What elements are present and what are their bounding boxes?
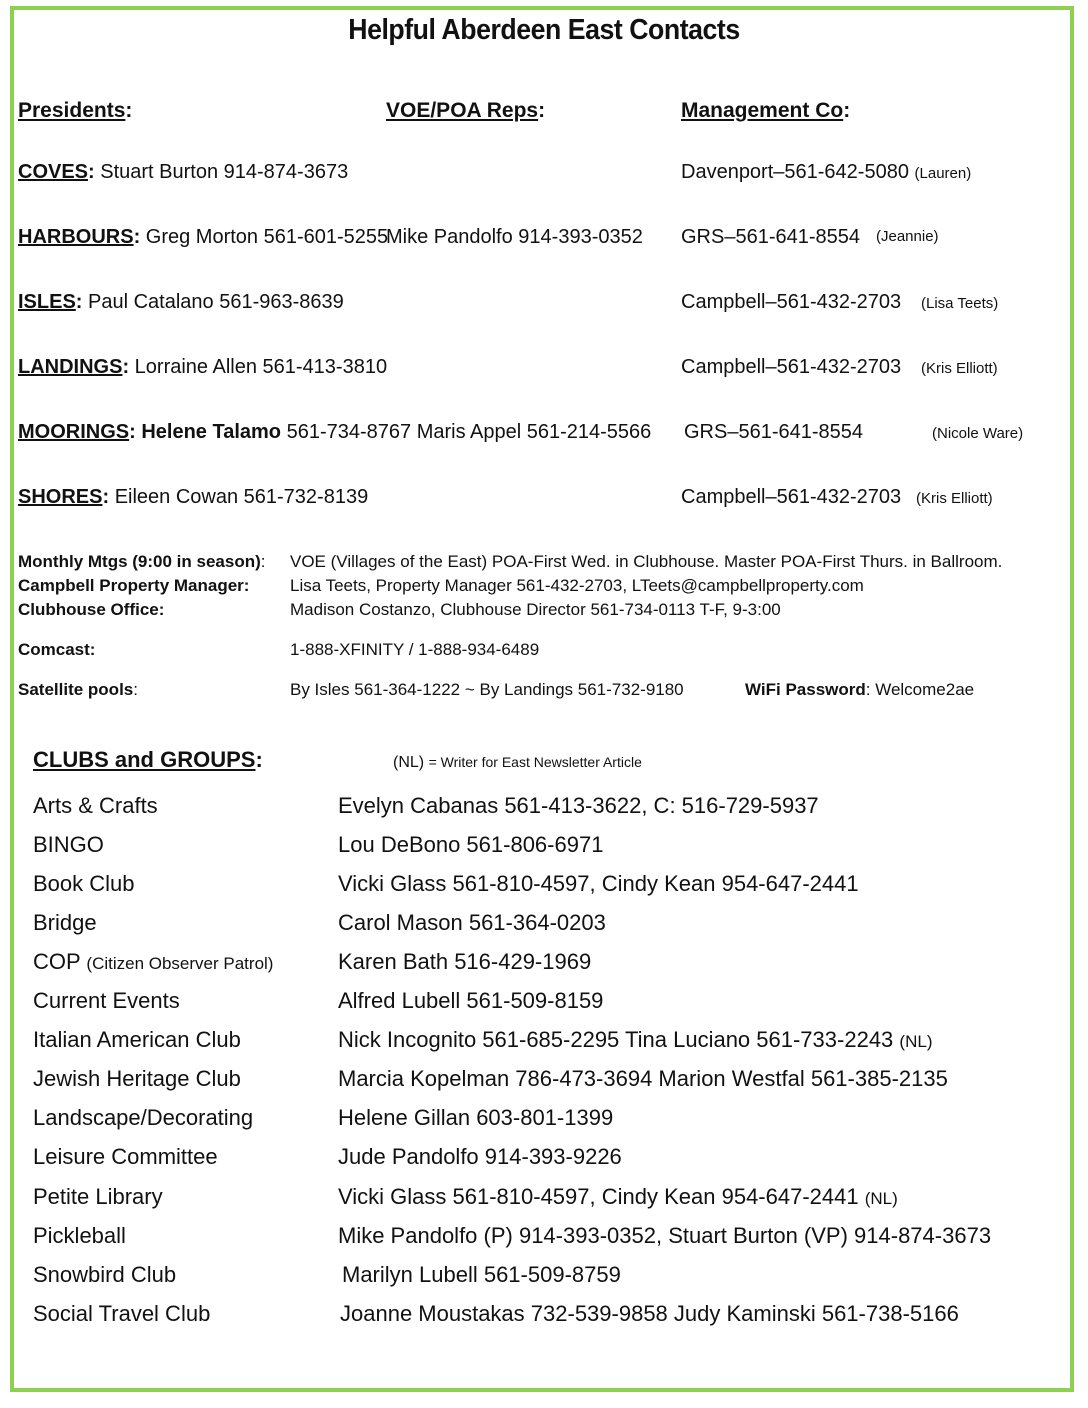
- wifi-info: [745, 680, 974, 700]
- info-value: Madison Costanzo, Clubhouse Director 561-734-0113 T-F, 9-3:00: [290, 600, 781, 619]
- club-contact: Lou DeBono 561-806-6971: [338, 832, 604, 857]
- mgmt-company: GRS–561-641-8554: [684, 421, 864, 443]
- club-row: [33, 793, 1068, 827]
- mgmt-company: Campbell–561-432-2703: [681, 486, 902, 508]
- club-row: [33, 1223, 1068, 1257]
- village-row-coves: [18, 161, 1068, 191]
- info-value: By Isles 561-364-1222 ~ By Landings 561-732-9180: [290, 680, 684, 699]
- info-label: Clubhouse Office:: [18, 600, 165, 619]
- village-name: COVES: [18, 161, 89, 183]
- club-name: Petite Library: [33, 1184, 163, 1209]
- nl-legend: [393, 754, 642, 772]
- village-entry: COVES: Stuart Burton 914-874-3673: [18, 161, 349, 183]
- village-row-isles: [18, 291, 1068, 321]
- club-contact: Karen Bath 516-429-1969: [338, 949, 592, 974]
- village-entry: LANDINGS: Lorraine Allen 561-413-3810: [18, 356, 388, 378]
- monthly-colon: :: [260, 552, 266, 571]
- club-contact: Helene Gillan 603-801-1399: [338, 1105, 614, 1130]
- club-row: [33, 1066, 1068, 1100]
- village-president: 561-734-8767 Maris Appel 561-214-5566: [286, 421, 652, 443]
- pools-colon: :: [133, 680, 138, 699]
- clubs-header-text: CLUBS and GROUPS: [33, 747, 256, 772]
- village-row-harbours: [18, 226, 1068, 256]
- village-president: Greg Morton 561-601-5255: [145, 226, 389, 248]
- club-nl-tag: (NL): [899, 1032, 933, 1051]
- club-contact: Vicki Glass 561-810-4597, Cindy Kean 954-647-2441: [338, 1184, 859, 1209]
- club-name: Current Events: [33, 988, 180, 1013]
- village-row-landings: [18, 356, 1068, 386]
- nl-legend-tag: (NL): [393, 754, 425, 771]
- village-row-shores: [18, 486, 1068, 516]
- village-name: ISLES: [18, 291, 76, 313]
- club-name: Arts & Crafts: [33, 793, 158, 818]
- club-name: Italian American Club: [33, 1027, 241, 1052]
- village-name: HARBOURS: [18, 226, 134, 248]
- club-name: Jewish Heritage Club: [33, 1066, 241, 1091]
- club-contact: Marcia Kopelman 786-473-3694 Marion Westfal 561-385-2135: [338, 1066, 948, 1091]
- club-nl-tag: (NL): [864, 1189, 898, 1208]
- club-contact: Mike Pandolfo (P) 914-393-0352, Stuart Burton (VP) 914-874-3673: [338, 1223, 992, 1248]
- management-header-colon: :: [843, 99, 851, 122]
- management-header-text: Management Co: [681, 99, 844, 122]
- club-name: COP: [33, 949, 81, 974]
- info-value: VOE (Villages of the East) POA-First Wed. in Clubhouse. Master POA-First Thurs. in Ballroom.: [290, 552, 1003, 571]
- village-entry: HARBOURS: Greg Morton 561-601-5255: [18, 226, 389, 248]
- club-row: [33, 910, 1068, 944]
- wifi-value: : Welcome2ae: [865, 680, 975, 699]
- club-row: [33, 871, 1068, 905]
- club-name: BINGO: [33, 832, 104, 857]
- village-president: Stuart Burton 914-874-3673: [100, 161, 349, 183]
- clubs-header-colon: :: [255, 747, 263, 772]
- club-name: Bridge: [33, 910, 97, 935]
- info-label: [18, 552, 265, 572]
- village-president-bold: Helene Talamo: [141, 421, 282, 443]
- mgmt-company: GRS–561-641-8554: [681, 226, 861, 248]
- club-contact: Jude Pandolfo 914-393-9226: [338, 1144, 622, 1169]
- club-subtitle: (Citizen Observer Patrol): [86, 954, 274, 973]
- village-row-moorings: [18, 421, 1068, 451]
- presidents-header-colon: :: [125, 99, 133, 122]
- club-row: [33, 1144, 1068, 1178]
- club-contact: Joanne Moustakas 732-539-9858 Judy Kaminski 561-738-5166: [340, 1301, 959, 1326]
- management-header: [681, 99, 850, 123]
- village-mgmt: [681, 161, 971, 184]
- club-row: [33, 988, 1068, 1022]
- pools-label: Satellite pools: [18, 680, 134, 699]
- village-entry: ISLES: Paul Catalano 561-963-8639: [18, 291, 344, 313]
- club-contact: Evelyn Cabanas 561-413-3622, C: 516-729-5937: [338, 793, 819, 818]
- village-president: Paul Catalano 561-963-8639: [88, 291, 344, 313]
- clubs-header: [33, 747, 263, 773]
- club-row: [33, 1262, 1068, 1296]
- village-president: Eileen Cowan 561-732-8139: [114, 486, 369, 508]
- village-entry: MOORINGS: Helene Talamo 561-734-8767 Maris Appel 561-214-5566: [18, 421, 652, 443]
- village-name: SHORES: [18, 486, 103, 508]
- info-value: Lisa Teets, Property Manager 561-432-2703, LTeets@campbellproperty.com: [290, 576, 864, 595]
- club-name: Social Travel Club: [33, 1301, 211, 1326]
- village-name: MOORINGS: [18, 421, 130, 443]
- club-name: Landscape/Decorating: [33, 1105, 254, 1130]
- club-row: [33, 1105, 1068, 1139]
- club-name: Book Club: [33, 871, 135, 896]
- club-row: [33, 1027, 1068, 1061]
- mgmt-company: Campbell–561-432-2703: [681, 291, 902, 313]
- village-president: Lorraine Allen 561-413-3810: [134, 356, 388, 378]
- club-row: [33, 949, 1068, 983]
- mgmt-contact: (Kris Elliott): [916, 490, 993, 507]
- village-mgmt: [681, 226, 860, 249]
- presidents-header: [18, 99, 132, 123]
- page-title: Helpful Aberdeen East Contacts: [348, 14, 740, 46]
- club-row: [33, 1184, 1068, 1218]
- club-name: Pickleball: [33, 1223, 126, 1248]
- mgmt-contact: (Lisa Teets): [921, 295, 999, 312]
- mgmt-contact: (Nicole Ware): [932, 425, 1024, 442]
- voe-poa-header: [386, 99, 545, 123]
- mgmt-contact: (Kris Elliott): [921, 360, 998, 377]
- club-name: Snowbird Club: [33, 1262, 177, 1287]
- wifi-label: WiFi Password: [745, 680, 866, 699]
- village-entry: SHORES: Eileen Cowan 561-732-8139: [18, 486, 369, 508]
- club-contact: Nick Incognito 561-685-2295 Tina Luciano 561-733-2243: [338, 1027, 894, 1052]
- club-contact: Vicki Glass 561-810-4597, Cindy Kean 954-647-2441: [338, 871, 859, 896]
- club-name: Leisure Committee: [33, 1144, 218, 1169]
- info-label: Campbell Property Manager:: [18, 576, 250, 595]
- club-row: [33, 1301, 1068, 1335]
- village-rep: Mike Pandolfo 914-393-0352: [386, 226, 643, 248]
- club-contact: Alfred Lubell 561-509-8159: [338, 988, 604, 1013]
- mgmt-company: Campbell–561-432-2703: [681, 356, 902, 378]
- nl-legend-text: = Writer for East Newsletter Article: [428, 754, 642, 770]
- mgmt-contact: (Lauren): [914, 165, 972, 182]
- mgmt-company: Davenport–561-642-5080: [681, 161, 909, 183]
- presidents-header-text: Presidents: [18, 99, 126, 122]
- info-label: Comcast:: [18, 640, 96, 659]
- voe-poa-header-colon: :: [538, 99, 546, 122]
- voe-poa-header-text: VOE/POA Reps: [386, 99, 539, 122]
- club-contact: Carol Mason 561-364-0203: [338, 910, 606, 935]
- monthly-label: Monthly Mtgs (9:00 in season): [18, 552, 261, 571]
- info-label: [18, 680, 138, 700]
- info-value: 1-888-XFINITY / 1-888-934-6489: [290, 640, 540, 659]
- club-row: [33, 832, 1068, 866]
- club-contact: Marilyn Lubell 561-509-8759: [342, 1262, 621, 1287]
- village-name: LANDINGS: [18, 356, 123, 378]
- mgmt-contact: (Jeannie): [876, 228, 939, 245]
